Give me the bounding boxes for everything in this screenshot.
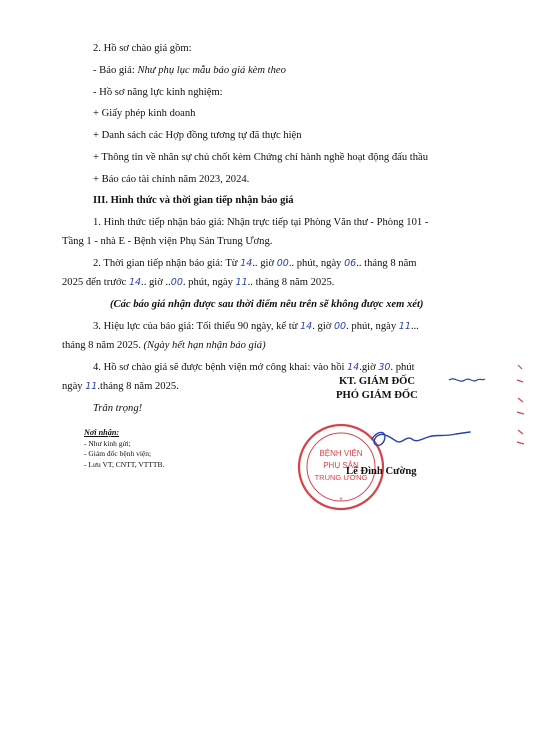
quote-item: [93, 64, 286, 78]
text: . phút: [390, 362, 415, 373]
handwritten-value: 00: [334, 321, 347, 332]
text: Tầng 1 - nhà E - Bệnh viện Phụ Sản Trung Ương.: [62, 236, 273, 247]
capability-heading: [93, 86, 223, 100]
text: + Danh sách các Hợp đồng tương tự đã thực hiện: [93, 130, 302, 141]
handwritten-value: 06: [344, 258, 357, 269]
handwritten-value: 11: [85, 381, 98, 392]
paragraph: [93, 257, 417, 271]
ink-mark: [447, 375, 487, 385]
note: [110, 298, 423, 312]
text: + Báo cáo tài chính năm 2023, 2024.: [93, 174, 250, 185]
paragraph: [93, 216, 428, 230]
list-item: [93, 151, 428, 165]
text: - Báo giá:: [93, 65, 138, 76]
text: 3. Hiệu lực của báo giá: Tối thiểu 90 ngày, kể từ: [93, 321, 301, 332]
text: . phút, ngày: [346, 321, 399, 332]
recipient-item: - Lưu VT, CNTT, VTTTB.: [84, 459, 165, 469]
handwritten-value: 00: [170, 277, 183, 288]
handwritten-value: 14: [300, 321, 313, 332]
handwritten-value: 00: [276, 258, 289, 269]
edge-stamp-fragment: [514, 360, 530, 450]
paragraph: [62, 339, 266, 353]
stamp-line-1: BỆNH VIỆN: [319, 449, 363, 458]
text: .tháng 8 năm 2025.: [97, 381, 179, 392]
handwritten-value: 30: [378, 362, 391, 373]
recipient-item: - Như kính gửi;: [84, 438, 131, 448]
recipients-block: [84, 428, 164, 470]
signatory-title: KT. GIÁM ĐỐC: [339, 376, 416, 387]
signatory-name: Lê Đình Cường: [346, 466, 417, 477]
list-item: [93, 129, 302, 143]
text: ...: [410, 321, 419, 332]
paragraph: [62, 276, 334, 290]
text: .. tháng 8 năm 2025.: [247, 277, 335, 288]
stamp-line-3: TRUNG ƯƠNG: [314, 473, 368, 482]
handwritten-value: 14: [240, 258, 253, 269]
text: 2. Hồ sơ chào giá gồm:: [93, 43, 192, 54]
text: 1. Hình thức tiếp nhận báo giá: Nhận trực tiếp tại Phòng Văn thư - Phòng 101 -: [93, 217, 429, 228]
stamp-line-2: PHỤ SẢN: [323, 461, 359, 470]
list-item: [93, 107, 195, 121]
text: 4. Hồ sơ chào giá sẽ được bệnh viện mở công khai: vào hồi: [93, 362, 348, 373]
text: .. phút, ngày: [288, 258, 345, 269]
text: .giờ: [359, 362, 379, 373]
text-italic: Như phụ lục mẫu báo giá kèm theo: [137, 65, 286, 76]
recipient-item: - Giám đốc bệnh viện;: [84, 449, 152, 458]
recipients-title: Nơi nhận:: [84, 428, 120, 437]
closing-text: [93, 402, 142, 416]
star-icon: *: [339, 496, 343, 504]
text: . giờ: [312, 321, 335, 332]
handwritten-value: 11: [235, 277, 248, 288]
paragraph: [62, 235, 272, 249]
handwritten-signature: [366, 425, 476, 455]
paragraph: [62, 380, 179, 394]
signatory-subtitle: PHÓ GIÁM ĐỐC: [336, 390, 418, 401]
text: (Các báo giá nhận được sau thời điểm nêu trên sẽ không được xem xét): [110, 299, 424, 310]
paragraph: [93, 320, 419, 334]
handwritten-value: 11: [398, 321, 411, 332]
text: - Hồ sơ năng lực kinh nghiệm:: [93, 87, 223, 98]
handwritten-value: 14: [128, 277, 142, 288]
text: 2. Thời gian tiếp nhận báo giá: Từ: [93, 258, 241, 269]
text: + Thông tin về nhân sự chủ chốt kèm Chứng chỉ hành nghề hoạt động đấu thầu: [93, 152, 429, 163]
list-item: [93, 173, 249, 187]
text: .. tháng 8 năm: [356, 258, 417, 269]
text: Trân trọng!: [93, 403, 143, 414]
quote-dossier-heading: [93, 42, 192, 56]
paragraph: [93, 361, 415, 375]
handwritten-value: 14: [347, 362, 360, 373]
text: ngày: [62, 381, 86, 392]
text: + Giấy phép kinh doanh: [93, 108, 196, 119]
text-italic: (Ngày hết hạn nhận báo giá): [143, 340, 266, 351]
text: III. Hình thức và thời gian tiếp nhận báo giá: [93, 195, 294, 206]
text: tháng 8 năm 2025.: [62, 340, 144, 351]
section-heading: [93, 194, 294, 208]
text: .. giờ ..: [141, 277, 171, 288]
text: .. giờ: [252, 258, 277, 269]
text: . phút, ngày: [182, 277, 236, 288]
text: 2025 đến trước: [62, 277, 129, 288]
